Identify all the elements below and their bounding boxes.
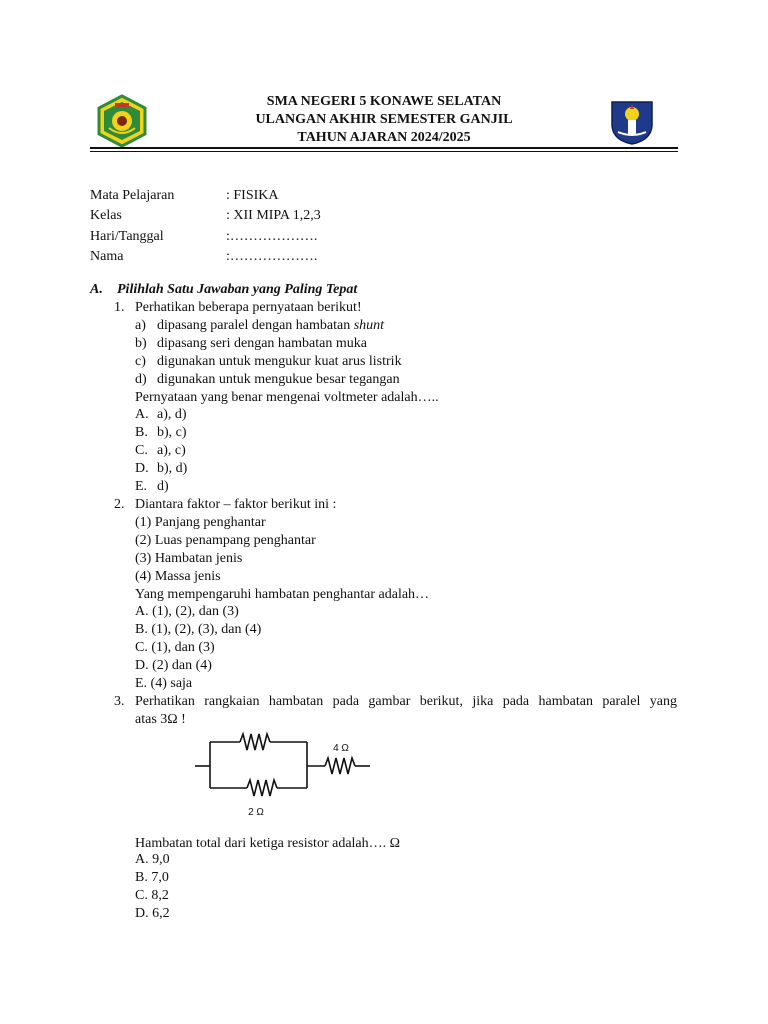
statement-plain: dipasang paralel dengan hambatan	[157, 318, 354, 333]
question-prompt: Hambatan total dari ketiga resistor adalah…. Ω	[135, 836, 401, 851]
identity-value: : XII MIPA 1,2,3	[226, 208, 321, 224]
statement-text	[157, 317, 384, 335]
option-text: A. 9,0	[135, 852, 170, 867]
option-key: B.	[135, 425, 148, 440]
series-resistor-label: 4 Ω	[333, 743, 349, 754]
header-rule-thick	[90, 147, 678, 149]
statement-text: digunakan untuk mengukur kuat arus listrik	[157, 354, 402, 369]
option-text: C. (1), dan (3)	[135, 640, 215, 655]
student-identity	[90, 186, 490, 267]
section-letter: A.	[90, 282, 103, 297]
option-key: A.	[135, 407, 149, 422]
province-logo-icon	[606, 94, 658, 146]
identity-row	[90, 227, 490, 247]
option-text: d)	[157, 479, 169, 494]
statement-emphasis: shunt	[353, 318, 385, 333]
resistor-circuit-figure	[193, 726, 373, 818]
identity-row	[90, 186, 490, 206]
header-rule-thin	[90, 151, 678, 152]
option-text: C. 8,2	[135, 888, 169, 903]
option-key: D.	[135, 461, 149, 476]
bottom-resistor-label: 2 Ω	[248, 807, 264, 818]
option-text: E. (4) saja	[135, 676, 193, 691]
identity-row	[90, 206, 490, 226]
identity-value: : FISIKA	[226, 188, 279, 203]
statement-key: a)	[135, 318, 146, 333]
question-text: Diantara faktor – faktor berikut ini :	[135, 497, 337, 512]
identity-label: Mata Pelajaran	[90, 188, 175, 203]
question-number: 2.	[114, 497, 125, 512]
question-prompt: Yang mempengaruhi hambatan penghantar adalah…	[135, 587, 430, 602]
exam-title: ULANGAN AKHIR SEMESTER GANJIL	[255, 112, 513, 127]
statement-key: b)	[135, 336, 147, 351]
option-key: E.	[135, 479, 148, 494]
academic-year: TAHUN AJARAN 2024/2025	[297, 130, 471, 145]
identity-value: :……………….	[226, 228, 318, 244]
question-text-continued: atas 3Ω !	[135, 712, 186, 727]
option-text: D. 6,2	[135, 906, 170, 921]
identity-label: Kelas	[90, 208, 122, 224]
question-number: 1.	[114, 300, 125, 315]
option-text: B. 7,0	[135, 870, 169, 885]
statement-text: digunakan untuk mengukue besar tegangan	[157, 372, 400, 387]
identity-row	[90, 247, 490, 267]
school-name: SMA NEGERI 5 KONAWE SELATAN	[266, 94, 502, 109]
identity-label: Nama	[90, 248, 124, 264]
identity-value: :……………….	[226, 248, 318, 264]
option-text: b), c)	[157, 425, 187, 440]
question-number: 3.	[114, 694, 125, 709]
factor-item: (4) Massa jenis	[135, 569, 221, 584]
question-text: Perhatikan rangkaian hambatan pada gambar berikut, jika pada hambatan paralel yang	[135, 694, 677, 709]
factor-item: (2) Luas penampang penghantar	[135, 533, 316, 548]
option-text: b), d)	[157, 461, 188, 476]
factor-item: (1) Panjang penghantar	[135, 515, 266, 530]
option-text: a), c)	[157, 443, 186, 458]
section-heading	[90, 281, 357, 299]
question-prompt: Pernyataan yang benar mengenai voltmeter adalah…..	[135, 390, 439, 405]
exam-header	[90, 92, 678, 152]
statement-key: d)	[135, 372, 147, 387]
option-text: D. (2) dan (4)	[135, 658, 212, 673]
option-text: B. (1), (2), (3), dan (4)	[135, 622, 262, 637]
factor-item: (3) Hambatan jenis	[135, 551, 243, 566]
option-key: C.	[135, 443, 148, 458]
option-text: a), d)	[157, 407, 187, 422]
question-text: Perhatikan beberapa pernyataan berikut!	[135, 300, 362, 315]
option-text: A. (1), (2), dan (3)	[135, 604, 239, 619]
statement-text: dipasang seri dengan hambatan muka	[157, 336, 367, 351]
statement-key: c)	[135, 354, 146, 369]
section-title: Pilihlah Satu Jawaban yang Paling Tepat	[117, 282, 358, 297]
identity-label: Hari/Tanggal	[90, 228, 164, 244]
